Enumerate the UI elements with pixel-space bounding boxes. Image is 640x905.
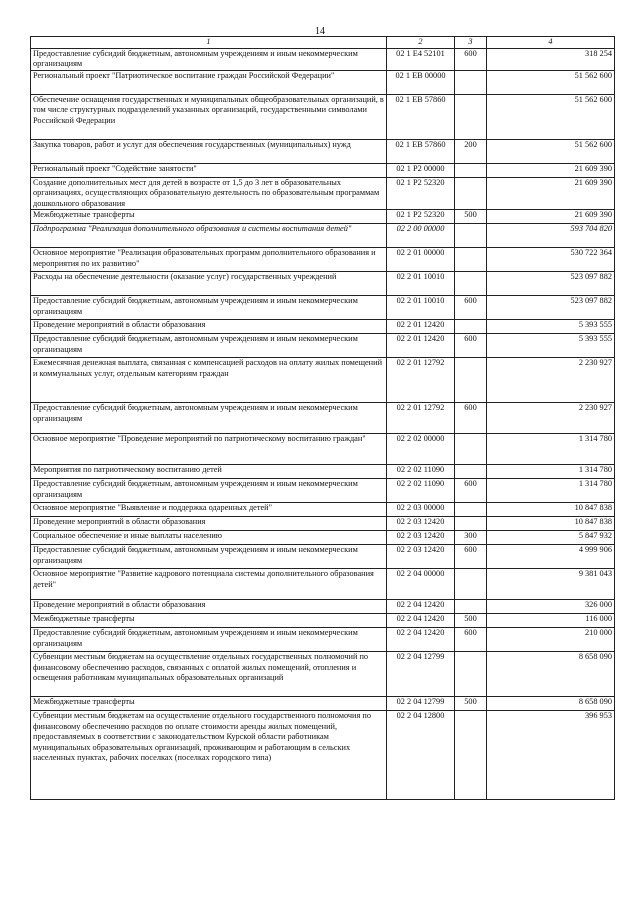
table-row <box>31 652 615 697</box>
table-row <box>31 545 615 569</box>
row-sum: 21 609 390 <box>487 210 615 224</box>
row-name: Основное мероприятие "Реализация образовательных программ дополнительного образования и мероприятия по их развитию" <box>31 248 387 272</box>
row-code: 02 2 01 12792 <box>387 358 455 403</box>
row-name: Мероприятия по патриотическому воспитанию детей <box>31 465 387 479</box>
table-row <box>31 434 615 465</box>
row-type <box>455 652 487 697</box>
table-row <box>31 70 615 94</box>
row-name: Создание дополнительных мест для детей в возрасте от 1,5 до 3 лет в образовательных организациях, осуществляющих образовательную деятельность по образовательным программам дошкольного образования <box>31 177 387 210</box>
row-type <box>455 600 487 614</box>
row-sum: 593 704 820 <box>487 224 615 248</box>
row-name: Основное мероприятие "Проведение мероприятий по патриотическому воспитанию граждан" <box>31 434 387 465</box>
row-type <box>455 94 487 139</box>
header-col-sum: 4 <box>487 37 615 49</box>
row-name: Предоставление субсидий бюджетным, автономным учреждениям и иным некоммерческим организациям <box>31 48 387 70</box>
row-name: Межбюджетные трансферты <box>31 614 387 628</box>
row-type: 600 <box>455 48 487 70</box>
row-code: 02 2 01 10010 <box>387 296 455 320</box>
row-type <box>455 434 487 465</box>
row-type <box>455 711 487 800</box>
row-name: Региональный проект "Патриотическое воспитание граждан Российской Федерации" <box>31 70 387 94</box>
row-name: Региональный проект "Содействие занятости" <box>31 163 387 177</box>
row-type: 600 <box>455 479 487 503</box>
row-name: Субвенции местным бюджетам на осуществление отдельного государственного полномочия по финансовому обеспечению расходов по оплате стоимости аренды жилых помещений, предоставляемых в соответствии с законодательством Курской области работникам муниципальных образовательных организаций, проживающим и работающим в сельских населенных пунктах, рабочих поселках (поселках городского типа) <box>31 711 387 800</box>
row-type <box>455 224 487 248</box>
row-code: 02 2 03 00000 <box>387 503 455 517</box>
row-type <box>455 320 487 334</box>
row-type <box>455 163 487 177</box>
row-name: Проведение мероприятий в области образования <box>31 320 387 334</box>
row-name: Предоставление субсидий бюджетным, автономным учреждениям и иным некоммерческим организациям <box>31 545 387 569</box>
row-name: Ежемесячная денежная выплата, связанная с компенсацией расходов на оплату жилых помещений и коммунальных услуг, отдельным категориям граждан <box>31 358 387 403</box>
row-code: 02 2 04 12800 <box>387 711 455 800</box>
row-sum: 4 999 906 <box>487 545 615 569</box>
row-sum: 210 000 <box>487 628 615 652</box>
row-name: Основное мероприятие "Выявление и поддержка одаренных детей" <box>31 503 387 517</box>
row-type <box>455 177 487 210</box>
row-sum: 1 314 780 <box>487 479 615 503</box>
row-name: Основное мероприятие "Развитие кадрового потенциала системы дополнительного образования детей" <box>31 569 387 600</box>
table-row <box>31 224 615 248</box>
row-code: 02 2 02 11090 <box>387 465 455 479</box>
row-type <box>455 248 487 272</box>
row-code: 02 2 02 00000 <box>387 434 455 465</box>
row-type <box>455 517 487 531</box>
row-type: 500 <box>455 210 487 224</box>
row-sum: 51 562 600 <box>487 94 615 139</box>
row-code: 02 2 04 12799 <box>387 697 455 711</box>
row-type: 200 <box>455 139 487 163</box>
table-row <box>31 210 615 224</box>
row-code: 02 1 P2 52320 <box>387 177 455 210</box>
row-code: 02 2 02 11090 <box>387 479 455 503</box>
row-sum: 396 953 <box>487 711 615 800</box>
table-row <box>31 139 615 163</box>
row-type: 500 <box>455 614 487 628</box>
row-code: 02 2 04 12799 <box>387 652 455 697</box>
row-type: 300 <box>455 531 487 545</box>
row-code: 02 1 E4 52101 <box>387 48 455 70</box>
row-code: 02 1 P2 00000 <box>387 163 455 177</box>
table-row <box>31 711 615 800</box>
row-code: 02 2 01 00000 <box>387 248 455 272</box>
table-row <box>31 272 615 296</box>
header-col-type: 3 <box>455 37 487 49</box>
table-row <box>31 465 615 479</box>
table-row <box>31 600 615 614</box>
row-code: 02 2 01 12420 <box>387 334 455 358</box>
table-row <box>31 94 615 139</box>
row-code: 02 2 03 12420 <box>387 531 455 545</box>
row-code: 02 2 00 00000 <box>387 224 455 248</box>
table-row <box>31 248 615 272</box>
row-type <box>455 569 487 600</box>
header-col-name: 1 <box>31 37 387 49</box>
row-sum: 51 562 600 <box>487 139 615 163</box>
row-code: 02 2 01 12420 <box>387 320 455 334</box>
row-sum: 5 393 555 <box>487 320 615 334</box>
row-type: 500 <box>455 697 487 711</box>
table-row <box>31 614 615 628</box>
row-sum: 10 847 838 <box>487 517 615 531</box>
row-name: Межбюджетные трансферты <box>31 210 387 224</box>
table-row <box>31 177 615 210</box>
row-name: Социальное обеспечение и иные выплаты населению <box>31 531 387 545</box>
budget-table <box>30 36 615 800</box>
row-code: 02 1 ЕВ 57860 <box>387 139 455 163</box>
table-header-row <box>31 37 615 49</box>
table-row <box>31 531 615 545</box>
table-row <box>31 163 615 177</box>
table-row <box>31 569 615 600</box>
row-name: Расходы на обеспечение деятельности (оказание услуг) государственных учреждений <box>31 272 387 296</box>
row-sum: 10 847 838 <box>487 503 615 517</box>
row-sum: 1 314 780 <box>487 465 615 479</box>
row-name: Предоставление субсидий бюджетным, автономным учреждениям и иным некоммерческим организациям <box>31 628 387 652</box>
table-row <box>31 48 615 70</box>
row-code: 02 2 03 12420 <box>387 545 455 569</box>
row-sum: 5 393 555 <box>487 334 615 358</box>
row-sum: 530 722 364 <box>487 248 615 272</box>
row-sum: 523 097 882 <box>487 272 615 296</box>
row-sum: 523 097 882 <box>487 296 615 320</box>
row-name: Закупка товаров, работ и услуг для обеспечения государственных (муниципальных) нужд <box>31 139 387 163</box>
row-name: Субвенции местным бюджетам на осуществление отдельных государственных полномочий по финансовому обеспечению расходов, связанных с оплатой жилых помещений, отопления и освещения работникам муниципальных образовательных организаций <box>31 652 387 697</box>
table-row <box>31 403 615 434</box>
row-type <box>455 503 487 517</box>
row-code: 02 2 01 10010 <box>387 272 455 296</box>
row-code: 02 2 04 00000 <box>387 569 455 600</box>
row-sum: 1 314 780 <box>487 434 615 465</box>
row-sum: 326 000 <box>487 600 615 614</box>
row-sum: 2 230 927 <box>487 403 615 434</box>
table-row <box>31 334 615 358</box>
row-code: 02 2 03 12420 <box>387 517 455 531</box>
row-name: Предоставление субсидий бюджетным, автономным учреждениям и иным некоммерческим организациям <box>31 403 387 434</box>
row-type <box>455 465 487 479</box>
row-type <box>455 272 487 296</box>
row-sum: 9 381 043 <box>487 569 615 600</box>
row-type: 600 <box>455 296 487 320</box>
table-row <box>31 479 615 503</box>
row-name: Проведение мероприятий в области образования <box>31 517 387 531</box>
row-code: 02 1 ЕВ 00000 <box>387 70 455 94</box>
row-code: 02 2 04 12420 <box>387 614 455 628</box>
table-row <box>31 517 615 531</box>
row-type: 600 <box>455 334 487 358</box>
row-name: Подпрограмма "Реализация дополнительного образования и системы воспитания детей" <box>31 224 387 248</box>
row-type: 600 <box>455 628 487 652</box>
row-sum: 21 609 390 <box>487 163 615 177</box>
table-row <box>31 628 615 652</box>
row-sum: 8 658 090 <box>487 697 615 711</box>
row-sum: 21 609 390 <box>487 177 615 210</box>
row-name: Обеспечение оснащения государственных и муниципальных общеобразовательных организаций, в том числе структурных подразделений указанных организаций, государственными символами Российской Федерации <box>31 94 387 139</box>
row-name: Предоставление субсидий бюджетным, автономным учреждениям и иным некоммерческим организациям <box>31 334 387 358</box>
row-type: 600 <box>455 403 487 434</box>
row-type <box>455 358 487 403</box>
row-type: 600 <box>455 545 487 569</box>
row-code: 02 2 01 12792 <box>387 403 455 434</box>
row-name: Предоставление субсидий бюджетным, автономным учреждениям и иным некоммерческим организациям <box>31 479 387 503</box>
row-code: 02 2 04 12420 <box>387 600 455 614</box>
table-row <box>31 503 615 517</box>
row-name: Предоставление субсидий бюджетным, автономным учреждениям и иным некоммерческим организациям <box>31 296 387 320</box>
row-code: 02 2 04 12420 <box>387 628 455 652</box>
header-col-code: 2 <box>387 37 455 49</box>
table-row <box>31 358 615 403</box>
row-name: Проведение мероприятий в области образования <box>31 600 387 614</box>
row-code: 02 1 P2 52320 <box>387 210 455 224</box>
page-number: 14 <box>315 26 325 37</box>
row-sum: 5 847 932 <box>487 531 615 545</box>
row-sum: 116 000 <box>487 614 615 628</box>
row-sum: 51 562 600 <box>487 70 615 94</box>
row-sum: 318 254 <box>487 48 615 70</box>
row-sum: 8 658 090 <box>487 652 615 697</box>
row-type <box>455 70 487 94</box>
row-code: 02 1 ЕВ 57860 <box>387 94 455 139</box>
table-row <box>31 320 615 334</box>
table-row <box>31 697 615 711</box>
row-sum: 2 230 927 <box>487 358 615 403</box>
table-row <box>31 296 615 320</box>
row-name: Межбюджетные трансферты <box>31 697 387 711</box>
